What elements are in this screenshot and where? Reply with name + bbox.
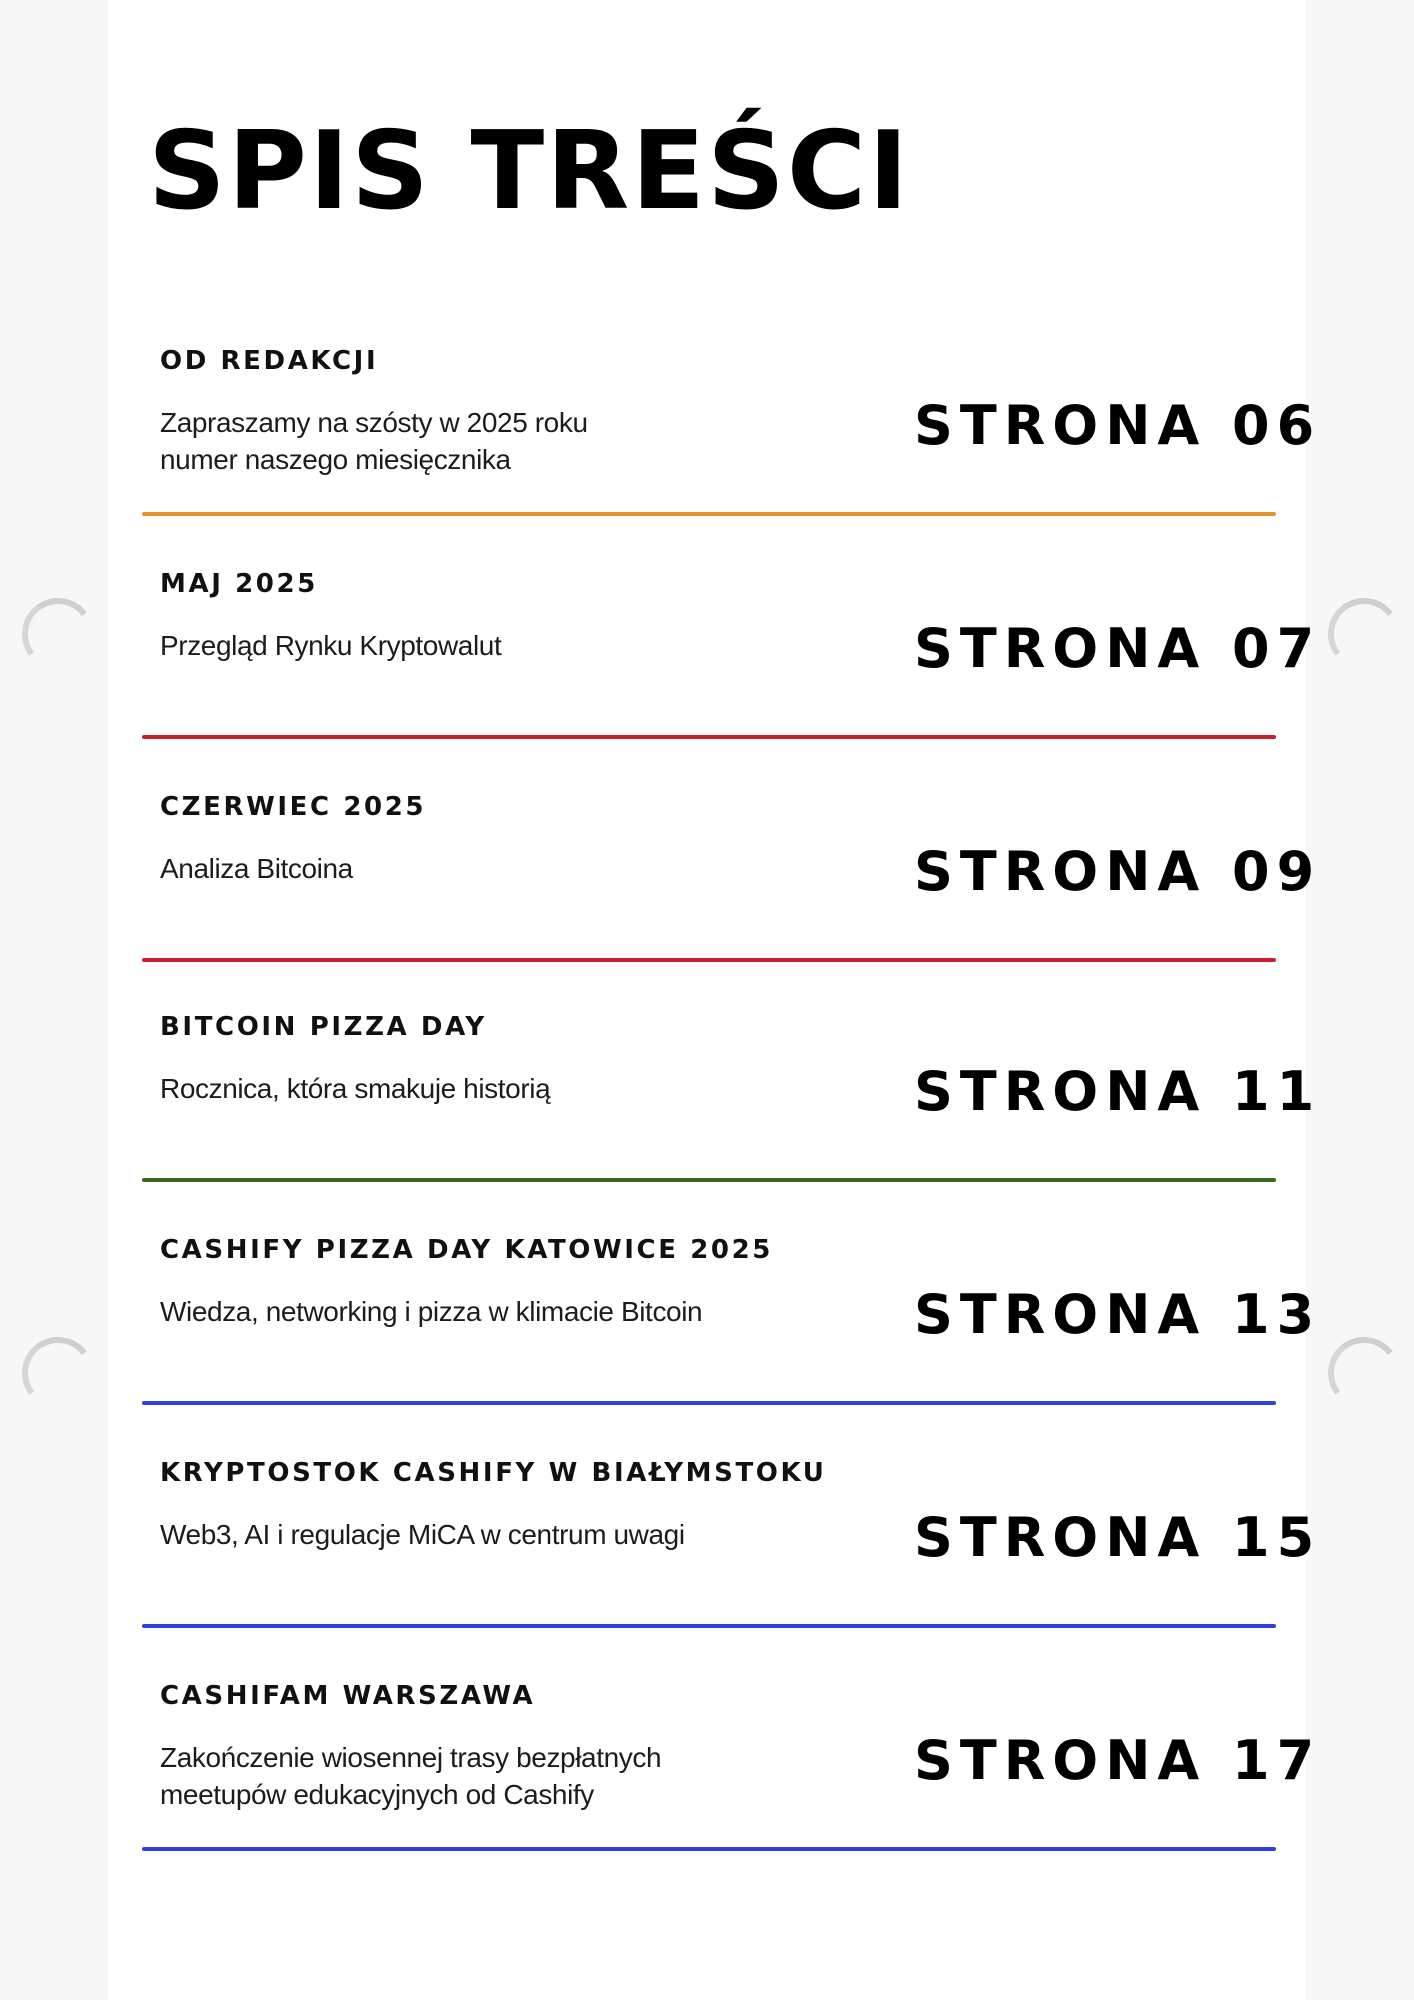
entry-page-number: STRONA 07 [914, 617, 1322, 680]
entry-divider [142, 1178, 1276, 1182]
entry-divider [142, 1624, 1276, 1628]
entry-description [160, 850, 760, 887]
entry-description-line: Przegląd Rynku Kryptowalut [160, 630, 502, 661]
binder-ring-icon [1323, 593, 1404, 674]
binder-ring-icon [17, 1332, 98, 1413]
entry-page-number: STRONA 15 [914, 1506, 1322, 1569]
entry-page-number: STRONA 06 [914, 394, 1322, 457]
entry-heading: OD REDAKCJI [160, 346, 379, 376]
entry-page-number: STRONA 11 [914, 1060, 1322, 1123]
entry-page-number: STRONA 13 [914, 1283, 1322, 1346]
entry-divider [142, 958, 1276, 962]
page-title: SPIS TREŚCI [148, 109, 911, 234]
entry-description-line: Web3, AI i regulacje MiCA w centrum uwagi [160, 1519, 685, 1550]
entry-description-line: Rocznica, która smakuje historią [160, 1073, 551, 1104]
binder-ring-icon [17, 593, 98, 674]
entry-description [160, 1070, 760, 1107]
entry-description-line: Analiza Bitcoina [160, 853, 353, 884]
entry-heading: CASHIFY PIZZA DAY KATOWICE 2025 [160, 1235, 774, 1265]
entry-divider [142, 735, 1276, 739]
entry-description [160, 404, 760, 478]
entry-heading: KRYPTOSTOK CASHIFY W BIAŁYMSTOKU [160, 1458, 827, 1488]
entry-page-number: STRONA 17 [914, 1729, 1322, 1792]
entry-description [160, 627, 760, 664]
entry-description-line: numer naszego miesięcznika [160, 444, 511, 475]
entry-heading: CASHIFAM WARSZAWA [160, 1681, 536, 1711]
entry-heading: CZERWIEC 2025 [160, 792, 427, 822]
entry-description-line: meetupów edukacyjnych od Cashify [160, 1779, 594, 1810]
entry-divider [142, 1847, 1276, 1851]
entry-description-line: Zakończenie wiosennej trasy bezpłatnych [160, 1742, 662, 1773]
entry-description [160, 1293, 760, 1330]
entry-description [160, 1516, 760, 1553]
entry-divider [142, 1401, 1276, 1405]
entry-description-line: Wiedza, networking i pizza w klimacie Bitcoin [160, 1296, 703, 1327]
entry-divider [142, 512, 1276, 516]
entry-description-line: Zapraszamy na szósty w 2025 roku [160, 407, 588, 438]
entry-heading: MAJ 2025 [160, 569, 318, 599]
table-of-contents-page [108, 0, 1322, 2000]
entry-page-number: STRONA 09 [914, 840, 1322, 903]
entry-description [160, 1739, 760, 1813]
entry-heading: BITCOIN PIZZA DAY [160, 1012, 487, 1042]
binder-ring-icon [1323, 1332, 1404, 1413]
